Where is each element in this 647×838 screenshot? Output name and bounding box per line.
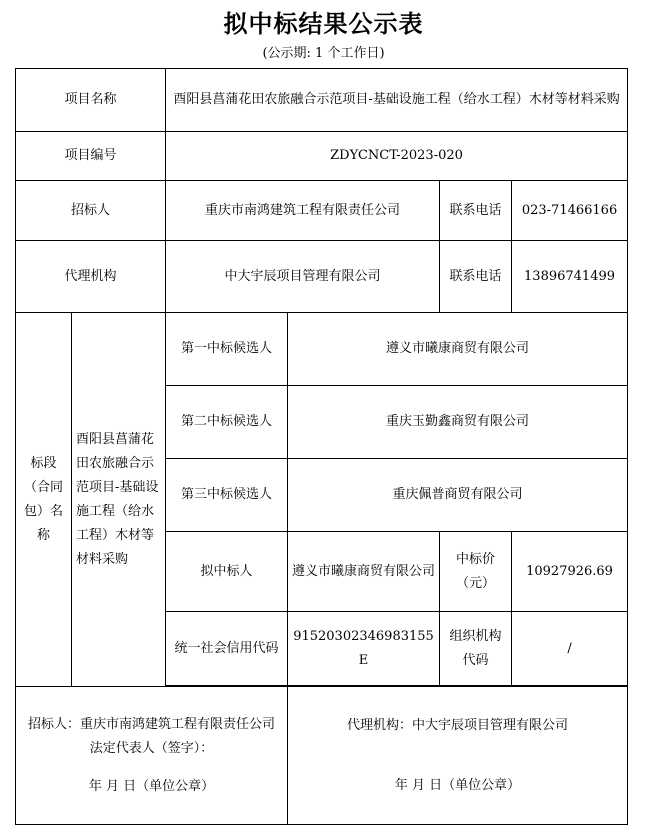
footer-agency-date: 年 月 日（单位公章）: [394, 777, 521, 793]
price-label: 中标价（元）: [440, 532, 512, 612]
result-table: [15, 68, 628, 825]
agency-phone: 13896741499: [512, 241, 628, 313]
agency-contact-label: 联系电话: [440, 241, 512, 313]
candidate3-label: 第三中标候选人: [166, 459, 288, 532]
project-name-value: 酉阳县菖蒲花田农旅融合示范项目-基础设施工程（给水工程）木材等材料采购: [166, 69, 628, 132]
tenderer-phone: 023-71466166: [512, 181, 628, 241]
section-label: 标段（合同包）名称: [16, 313, 72, 687]
org-code-value: /: [512, 612, 628, 686]
credit-code-label: 统一社会信用代码: [166, 612, 288, 686]
candidate2-value: 重庆玉勤鑫商贸有限公司: [288, 386, 628, 459]
project-no-value: ZDYCNCT-2023-020: [166, 132, 628, 181]
footer-tenderer-block: [16, 687, 288, 825]
page-title: 拟中标结果公示表: [223, 9, 424, 38]
table-row: [16, 132, 628, 181]
table-row: [16, 241, 628, 313]
project-name-label: 项目名称: [16, 69, 166, 132]
agency-value: 中大宇辰项目管理有限公司: [166, 241, 440, 313]
tenderer-label: 招标人: [16, 181, 166, 241]
footer-legal-rep-line: 法定代表人（签字）：: [89, 740, 214, 756]
publicity-period: (公示期: 1 个工作日): [262, 46, 385, 61]
project-no-label: 项目编号: [16, 132, 166, 181]
candidate3-value: 重庆佩普商贸有限公司: [288, 459, 628, 532]
table-row: [16, 313, 628, 386]
footer-tenderer-line: 招标人：重庆市南鸿建筑工程有限责任公司: [28, 716, 276, 732]
winner-label: 拟中标人: [166, 532, 288, 612]
footer-agency-line: 代理机构：中大宇辰项目管理有限公司: [347, 717, 569, 733]
footer-agency-block: [288, 687, 628, 825]
price-value: 10927926.69: [512, 532, 628, 612]
table-row: [16, 181, 628, 241]
tenderer-value: 重庆市南鸿建筑工程有限责任公司: [166, 181, 440, 241]
tenderer-contact-label: 联系电话: [440, 181, 512, 241]
winner-value: 遵义市曦康商贸有限公司: [288, 532, 440, 612]
table-row: [16, 687, 628, 825]
section-name: 酉阳县菖蒲花田农旅融合示范项目-基础设施工程（给水工程）木材等材料采购: [72, 313, 166, 687]
candidate1-value: 遵义市曦康商贸有限公司: [288, 313, 628, 386]
credit-code-value: 91520302346983155E: [288, 612, 440, 686]
candidate1-label: 第一中标候选人: [166, 313, 288, 386]
agency-label: 代理机构: [16, 241, 166, 313]
org-code-label: 组织机构代码: [440, 612, 512, 686]
footer-tenderer-date: 年 月 日（单位公章）: [88, 778, 215, 794]
table-row: [16, 69, 628, 132]
candidate2-label: 第二中标候选人: [166, 386, 288, 459]
